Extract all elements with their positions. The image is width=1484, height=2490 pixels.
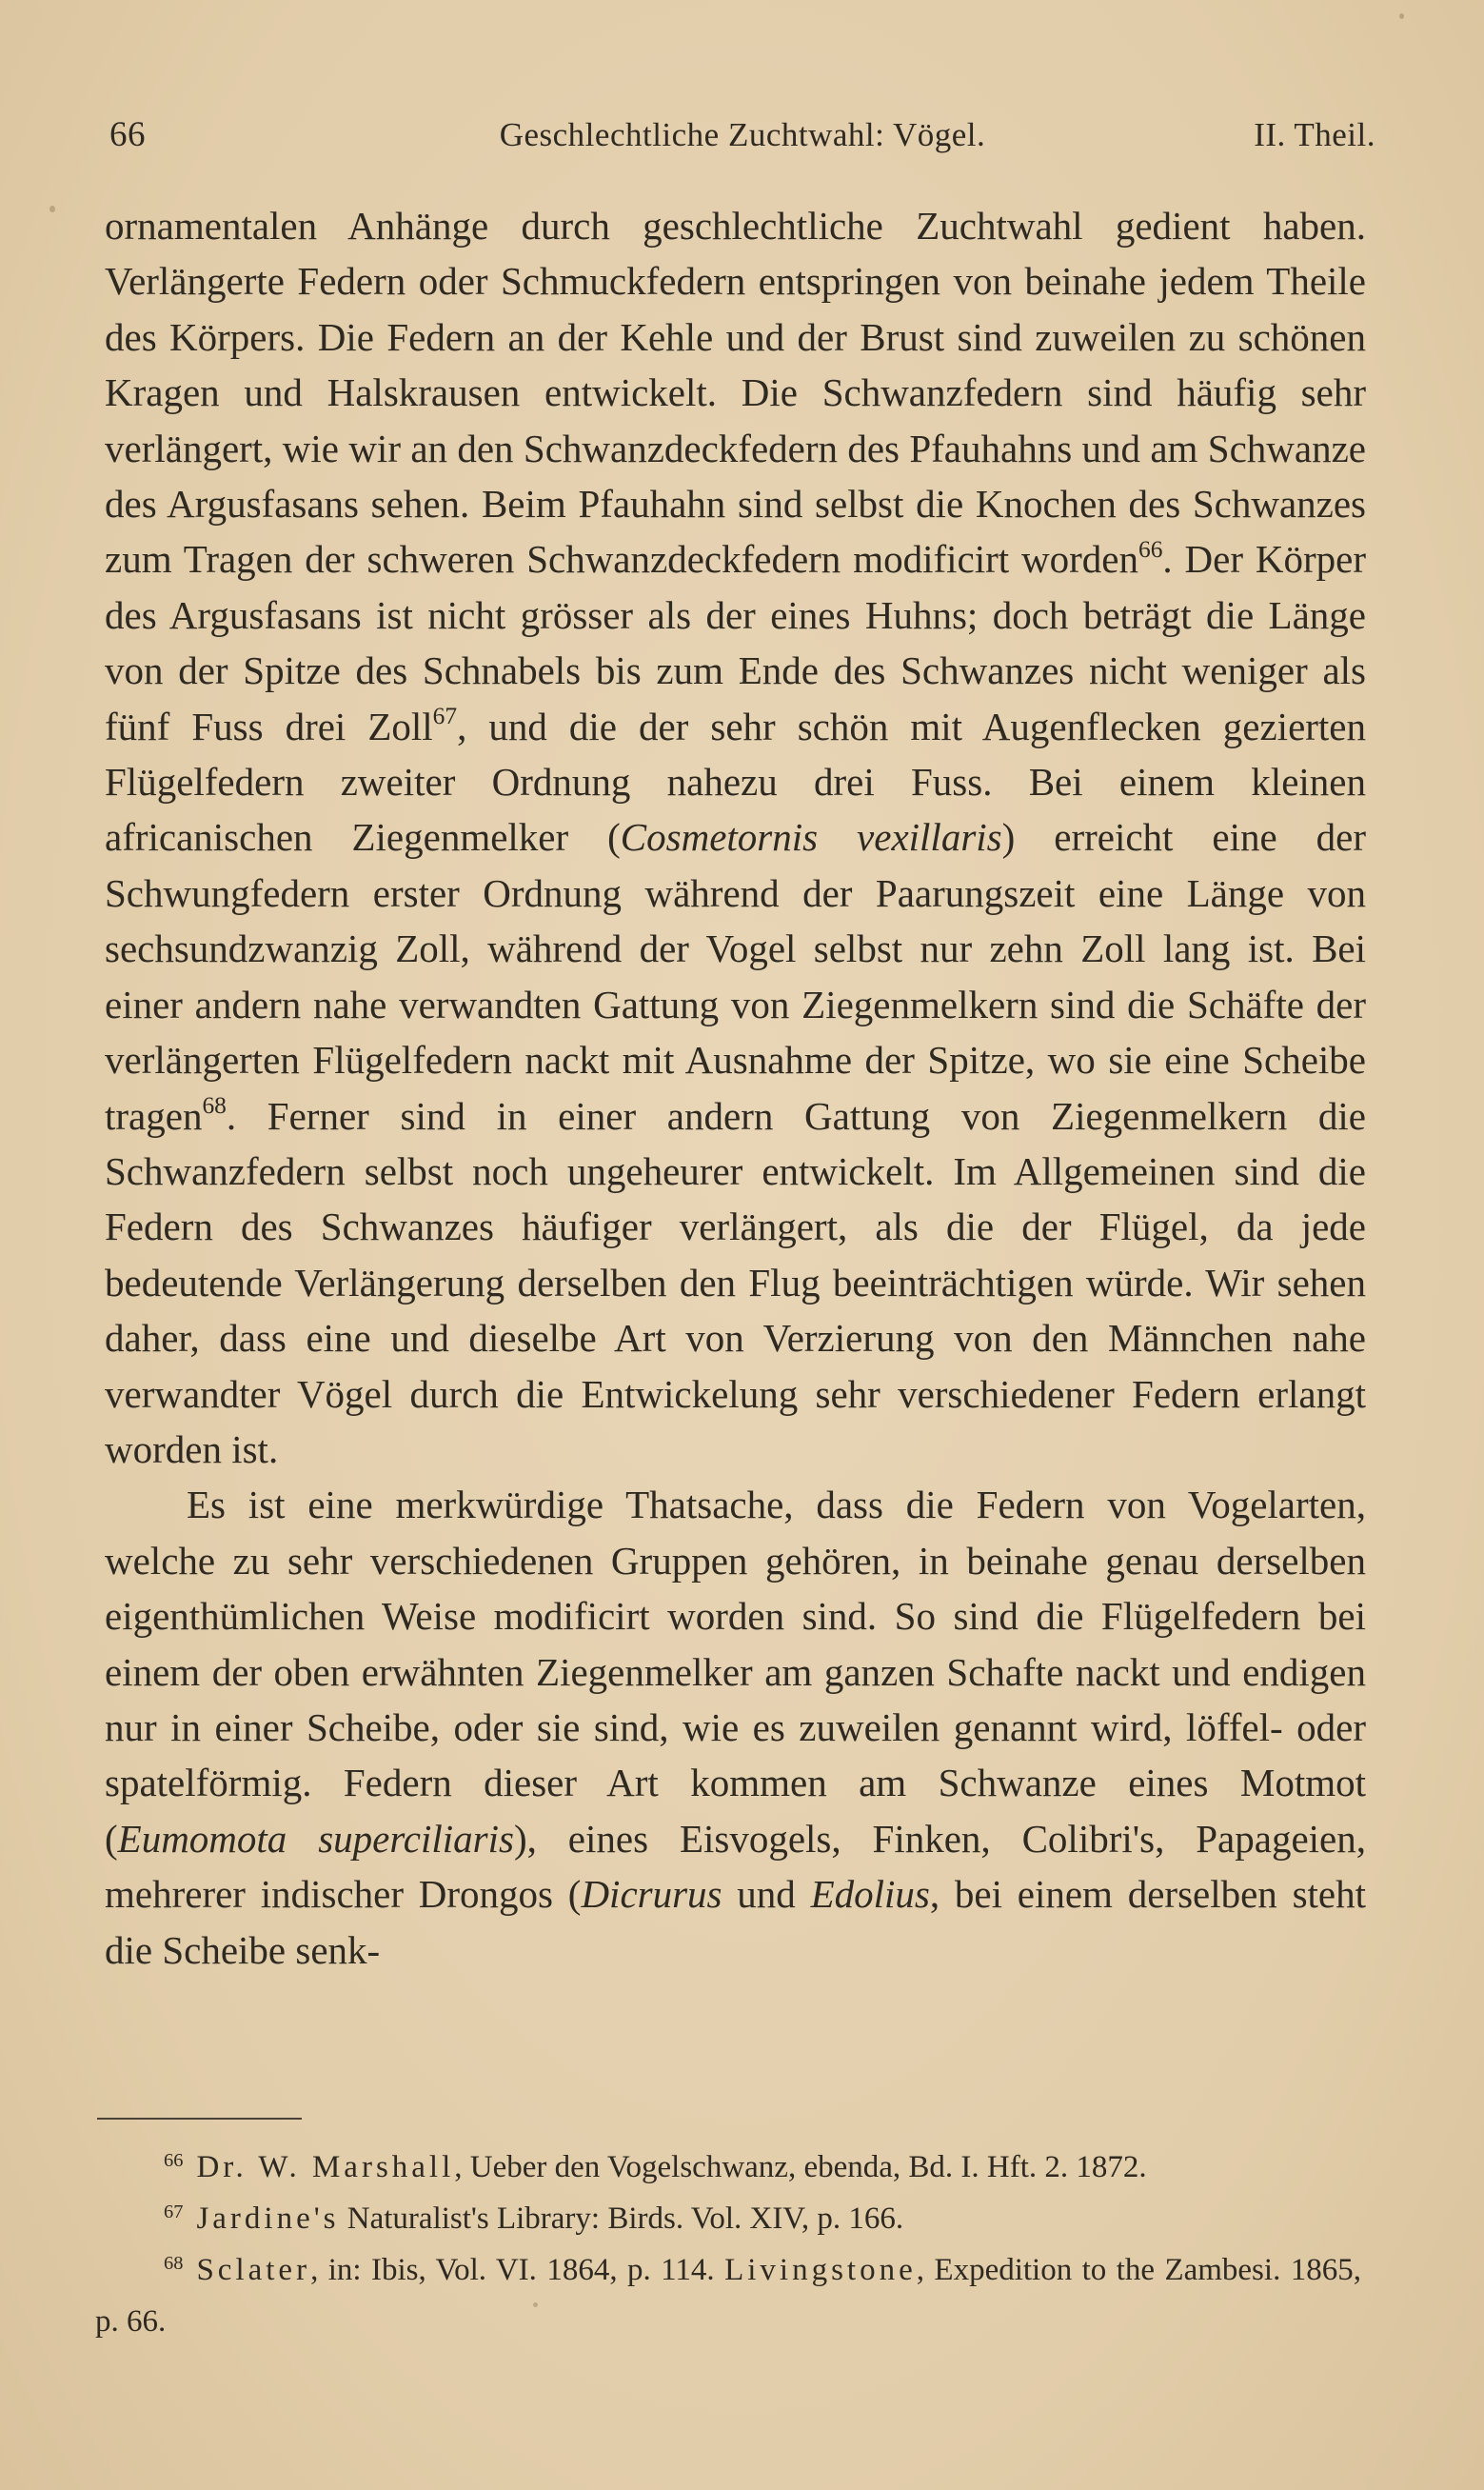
footnote-author: Livingstone <box>724 2253 917 2287</box>
main-text <box>105 198 1366 1978</box>
species-name: Cosmetornis vexillaris <box>620 815 1002 860</box>
footnote-67 <box>95 2195 1361 2246</box>
text-run: , und die der sehr schön mit Augenflecken gezierten Flügelfedern zweiter Ordnung nahezu drei Fuss. Bei einem kleinen africanischen Ziegenmelker ( <box>105 704 1367 860</box>
footnote-text: , Expedition to the Zambesi. 1865, p. 66. <box>95 2253 1361 2339</box>
text-run: , bei einem derselben steht die Scheibe senk- <box>105 1872 1367 1972</box>
text-run: ornamentalen Anhänge durch geschlechtliche Zuchtwahl gedient haben. Verlängerte Federn oder Schmuckfedern entspringen von beinahe jedem Theile des Körpers. Die Federn an der Kehle und der Brust sind zuweilen zu schönen Kragen und Halskrausen entwickelt. Die Schwanzfedern sind häufig sehr verlängert, wie wir an den Schwanzdeckfedern des Pfauhahns und am Schwanze des Argusfasans sehen. Beim Pfauhahn sind selbst die Knochen des Schwanzes zum Tragen der schweren Schwanzdeckfedern modificirt worden <box>105 204 1366 582</box>
footnote-text: , in: Ibis, Vol. VI. 1864, p. 114. <box>310 2253 725 2287</box>
footnote-number: 67 <box>164 2201 184 2222</box>
genus-name: Dicrurus <box>581 1872 722 1917</box>
footnote-ref-67: 67 <box>432 703 458 730</box>
running-title: Geschlechtliche Zuchtwahl: Vögel. <box>499 116 986 153</box>
text-run: Es ist eine merkwürdige Thatsache, dass die Federn von Vogelarten, welche zu sehr verschiedenen Gruppen gehören, in beinahe genau derselben eigenthümlichen Weise modificirt worden sind. So sind die Flügelfedern bei einem der oben erwähnten Ziegenmelker am ganzen Schafte nackt und endigen nur in einer Scheibe, oder sie sind, wie es zuweilen genannt wird, löffel- oder spatelförmig. Federn dieser Art kommen am Schwanze eines Motmot ( <box>105 1483 1366 1861</box>
footnote-66 <box>95 2143 1361 2195</box>
page-number: 66 <box>109 115 146 154</box>
species-name: Eumomota superciliaris <box>117 1816 514 1861</box>
footnote-author: Dr. W. Marshall <box>196 2150 455 2184</box>
paragraph-1 <box>105 198 1366 1477</box>
footnote-ref-68: 68 <box>202 1091 227 1119</box>
running-header <box>109 114 1375 162</box>
paper-speck <box>49 206 55 212</box>
footnote-number: 68 <box>164 2252 184 2274</box>
footnote-author: Sclater <box>196 2253 311 2287</box>
footnote-number: 66 <box>164 2149 184 2171</box>
paper-speck <box>1399 13 1404 19</box>
text-run: und <box>722 1872 811 1917</box>
part-label: II. Theil. <box>1254 116 1375 153</box>
footnote-text: Naturalist's Library: Birds. Vol. XIV, p. 166. <box>339 2201 904 2236</box>
text-run: ), eines Eisvogels, Finken, Colibri's, Papageien, mehrerer indischer Drongos ( <box>105 1816 1366 1917</box>
text-run: ) erreicht eine der Schwungfedern erster Ordnung während der Paarungszeit eine Länge von sechsundzwanzig Zoll, während der Vogel selbst nur zehn Zoll lang ist. Bei einer andern nahe verwandten Gattung von Ziegenmelkern sind die Schäfte der verlängerten Flügelfedern nackt mit Ausnahme der Spitze, wo sie eine Scheibe tragen <box>105 815 1366 1138</box>
footnotes <box>95 2143 1361 2345</box>
paragraph-2 <box>105 1477 1366 1978</box>
text-run: . Ferner sind in einer andern Gattung von Ziegenmelkern die Schwanzfedern selbst noch ungeheurer entwickelt. Im Allgemeinen sind die Federn des Schwanzes häufiger verlängert, als die der Flügel, da jede bedeutende Verlängerung derselben den Flug beeinträchtigen würde. Wir sehen daher, dass eine und dieselbe Art von Verzierung von den Männchen nahe verwandter Vögel durch die Entwickelung sehr verschiedener Federn erlangt worden ist. <box>105 1093 1366 1471</box>
footnote-author: Jardine's <box>196 2201 340 2236</box>
text-run: . Der Körper des Argusfasans ist nicht grösser als der eines Huhns; doch beträgt die Länge von der Spitze des Schnabels bis zum Ende des Schwanzes nicht weniger als fünf Fuss drei Zoll <box>105 537 1366 748</box>
genus-name: Edolius <box>810 1872 930 1917</box>
footnote-ref-66: 66 <box>1138 535 1163 563</box>
footnote-rule <box>97 2118 302 2120</box>
paper-speck <box>533 2302 538 2307</box>
footnote-text: , Ueber den Vogelschwanz, ebenda, Bd. I. Hft. 2. 1872. <box>454 2150 1147 2184</box>
footnote-68 <box>95 2246 1361 2345</box>
